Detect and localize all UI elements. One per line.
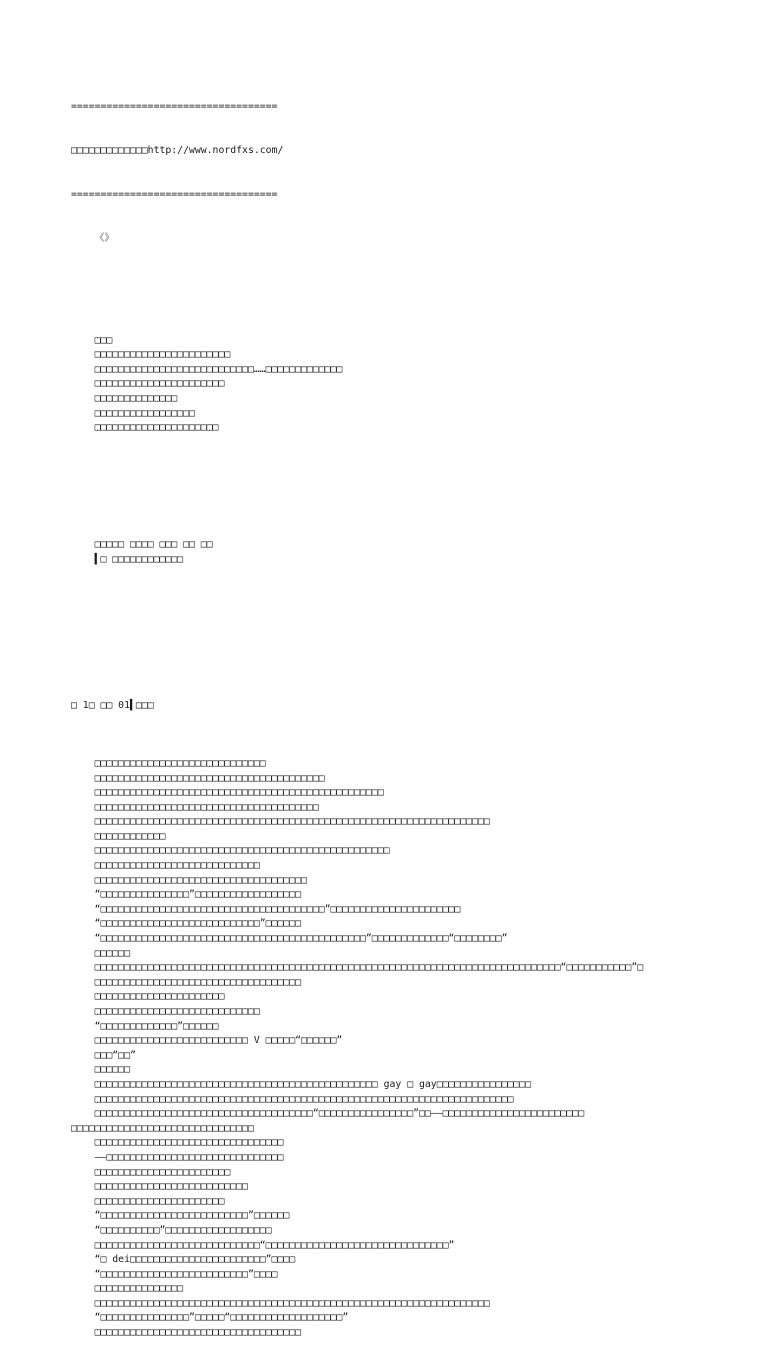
intro-line: □□□□□□□□□□□□□□□□□ — [71, 407, 195, 419]
chapter-text — [71, 757, 751, 1341]
text-line: □□□□□□□□□□□□□□□□□□□□□□□□□□ V □□□□□“□□□□□□” — [71, 1035, 343, 1047]
meta-line: □□□□□ □□□□ □□□ □□ □□ — [71, 539, 213, 550]
text-line: “□□□□□□□□□□□□□□□□□□□□□□□□□□□□□□□□□□□□□□”□□□□□□□□□□□□□□□□□□□□□□ — [71, 903, 461, 915]
text-line: □□□□□□ — [71, 947, 130, 959]
text-line: □□□□□□□□□□□□□□□□□□□□□□□□□□□□□□□□□□□□□□□□□□□□□□□□□□□□□□□□□□□□□□□□□□□□□□□□□□□□□□□“□□□□□□□□□□□”□ — [71, 962, 644, 974]
text-line: □□□□□□□□□□□□□□□□□□□□□□□□□□□□□□□□□□□□ — [71, 874, 307, 886]
chapter-heading: □ 1□ □□ 01▍□□□ — [71, 699, 154, 711]
intro-line: □□□□□□□□□□□□□□□□□□□□□□□□□□□……□□□□□□□□□□□□□ — [71, 363, 343, 375]
intro-line: □□□□□□□□□□□□□□□□□□□□□ — [71, 422, 219, 434]
blank-lines — [71, 611, 751, 655]
text-line: □□□□□□ — [71, 1064, 130, 1076]
intro-block — [71, 334, 751, 436]
text-line: “□ dei□□□□□□□□□□□□□□□□□□□□□□□”□□□□ — [71, 1254, 296, 1266]
text-line: “□□□□□□□□□□□□□□□□□□□□□□□□□”□□□□□□ — [71, 1210, 290, 1222]
text-line: □□□□□□□□□□□□□□□□□□□□□□□□□□□□□□□□□□□□□□□ — [71, 772, 325, 784]
text-line: □□□□□□□□□□□□□□□□□□□□□□□□□□□□□□□□□□□ — [71, 976, 302, 988]
document-body — [71, 71, 751, 1355]
text-line: □□□□□□□□□□□□□□□□□□□□□□ — [71, 1195, 225, 1207]
text-line: □□□□□□□□□□□□□□□□□□□□□□□□□□□□“□□□□□□□□□□□□□□□□□□□□□□□□□□□□□□□” — [71, 1239, 455, 1251]
text-line: □□□□□□□□□□□□□□□□□□□□□□□□□□□□□□□□□□□ — [71, 1327, 302, 1339]
text-line: “□□□□□□□□□□□□□□□”□□□□□“□□□□□□□□□□□□□□□□□□□” — [71, 1312, 349, 1324]
text-line: □□□□□□□□□□□□□□□□□□□□□□□□□□□□□□□□□□□□□□□□□□□□□□□□□□ — [71, 845, 390, 857]
text-line: “□□□□□□□□□□”□□□□□□□□□□□□□□□□□□ — [71, 1224, 272, 1236]
meta-line: ▍□ □□□□□□□□□□□□ — [71, 553, 184, 565]
header-rule-bottom: =================================== — [71, 188, 278, 200]
blank-line — [71, 480, 751, 495]
intro-line: □□□ — [71, 334, 113, 346]
text-line: □□□□□□□□□□□□□□□□□□□□□□□ — [71, 1166, 231, 1178]
text-line: □□□□□□□□□□□□□□□□□□□□□□□□□□ — [71, 1181, 248, 1193]
site-url-line: □□□□□□□□□□□□□http://www.nordfxs.com/ — [71, 144, 284, 156]
text-line: “□□□□□□□□□□□□□□□□□□□□□□□□□□□□□□□□□□□□□□□□□□□□□”□□□□□□□□□□□□□“□□□□□□□□” — [71, 933, 508, 945]
intro-line: □□□□□□□□□□□□□□ — [71, 393, 178, 405]
text-line: □□□□□□□□□□□□□□□□□□□□□□□□□□□□□□□□□□□□□“□□□□□□□□□□□□□□□□”□□——□□□□□□□□□□□□□□□□□□□□□□□□ — [71, 1108, 585, 1120]
text-line: □□□□□□□□□□□□□□□□□□□□□□□□□□□□□ — [71, 757, 266, 769]
blank-line — [71, 275, 751, 290]
text-line: □□□□□□□□□□□□□□□□□□□□□□□□□□□□□□□□□□□□□□□□□□□□□□□□□□□□□□□□□□□□□□□□□□□□□□□ — [71, 1093, 514, 1105]
text-line: □□□□□□□□□□□□□□□□□□□□□□□□□□□□□□□ — [71, 1122, 254, 1134]
intro-line: □□□□□□□□□□□□□□□□□□□□□□□ — [71, 349, 231, 361]
text-line: “□□□□□□□□□□□□□□□□□□□□□□□□□□□”□□□□□□ — [71, 918, 302, 930]
text-line: □□□□□□□□□□□□□□□□□□□□□□□□□□□□□□□□□□□□□□ — [71, 801, 319, 813]
text-line: “□□□□□□□□□□□□□□□□□□□□□□□□□”□□□□ — [71, 1268, 278, 1280]
text-line: □□□□□□□□□□□□ — [71, 830, 166, 842]
text-line: ——□□□□□□□□□□□□□□□□□□□□□□□□□□□□□□ — [71, 1151, 284, 1163]
header-rule-top: =================================== — [71, 101, 278, 113]
text-line: □□□□□□□□□□□□□□□□□□□□□□□□□□□□□□□□ — [71, 1137, 284, 1149]
text-line: □□□□□□□□□□□□□□□□□□□□□□□□□□□□□□□□□□□□□□□□□□□□□□□□ gay □ gay□□□□□□□□□□□□□□□□ — [71, 1078, 532, 1090]
intro-line: □□□□□□□□□□□□□□□□□□□□□□ — [71, 378, 225, 390]
text-line: □□□□□□□□□□□□□□□□□□□□□□□□□□□□□□□□□□□□□□□□□□□□□□□□□□□□□□□□□□□□□□□□□□□ — [71, 1297, 490, 1309]
text-line: □□□□□□□□□□□□□□□□□□□□□□□□□□□□ — [71, 860, 260, 872]
text-line: □□□□□□□□□□□□□□□□□□□□□□□□□□□□□□□□□□□□□□□□□□□□□□□□□ — [71, 787, 384, 799]
text-line: □□□□□□□□□□□□□□□ — [71, 1283, 184, 1295]
text-line: □□□□□□□□□□□□□□□□□□□□□□□□□□□□ — [71, 1006, 260, 1018]
meta-block — [71, 538, 751, 567]
text-line: □□□“□□” — [71, 1049, 136, 1061]
text-line: □□□□□□□□□□□□□□□□□□□□□□ — [71, 991, 225, 1003]
text-line: “□□□□□□□□□□□□□□□”□□□□□□□□□□□□□□□□□□ — [71, 889, 302, 901]
book-title-mark: 《》 — [71, 232, 115, 244]
text-line: □□□□□□□□□□□□□□□□□□□□□□□□□□□□□□□□□□□□□□□□□□□□□□□□□□□□□□□□□□□□□□□□□□□ — [71, 816, 490, 828]
text-line: “□□□□□□□□□□□□□”□□□□□□ — [71, 1020, 219, 1032]
